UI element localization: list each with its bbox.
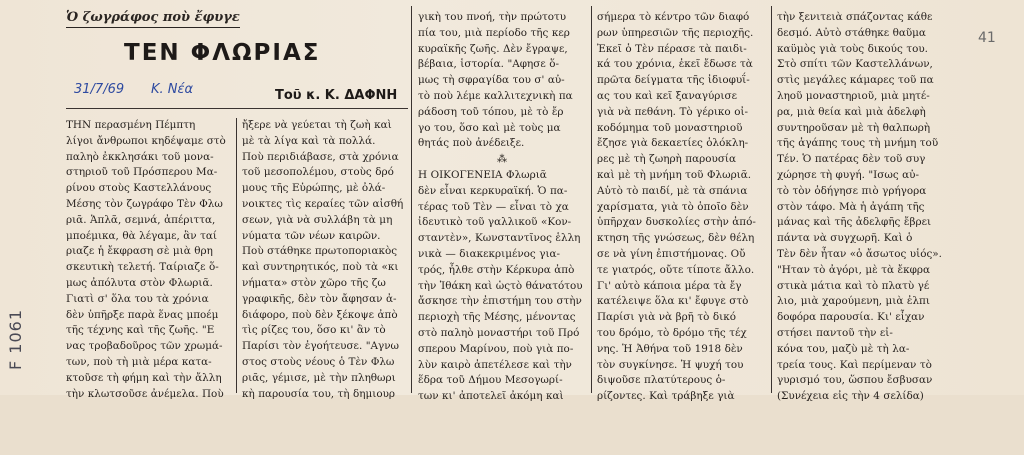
text-line: χώρησε τὴ φυγή. "Ισως αὐ-	[777, 168, 920, 181]
text-line: ριαζε ἡ ἔκφραση σὲ μιὰ θρη	[66, 245, 213, 258]
text-line: Γι' αὐτὸ κάποια μέρα τὰ ἔγ	[597, 279, 742, 292]
text-line: τε γιατρός, οὔτε τίποτε ἄλλο.	[597, 263, 755, 276]
text-line: γο του, ὅσο καὶ μὲ τοὺς μα	[418, 121, 561, 134]
text-line: ράδοση τοῦ τόπου, μὲ τὸ ἔρ	[418, 105, 564, 118]
text-line: των, ποὺ τὴ μιὰ μέρα κατα-	[66, 355, 212, 368]
article-column-3-part-1	[418, 10, 586, 152]
text-line: πία του, μιὰ περίοδο τῆς κερ	[418, 26, 570, 39]
article-column-1	[66, 118, 232, 402]
article-column-3	[418, 10, 586, 405]
text-line: δὲν εἶναι κερκυραϊκή. Ὁ πα-	[418, 184, 568, 197]
text-line: νύματα τῶν νέων καιρῶν.	[242, 229, 381, 242]
text-line: "Ηταν τὸ ἀγόρι, μὲ τὰ ἔκφρα	[777, 263, 930, 276]
text-line: κτοῦσε τὴ φήμη καὶ τὴν ἄλλη	[66, 371, 222, 384]
text-line: κά του χρόνια, ἐκεῖ ἔδωσε τὰ	[597, 58, 753, 71]
text-line: τρός, ἦλθε στὴν Κέρκυρα ἀπὸ	[418, 263, 575, 276]
text-line: μως ἀπόλυτα στὸν Φλωριᾶ.	[66, 276, 213, 289]
text-line: στήσει παντοῦ τὴν εἰ-	[777, 326, 893, 339]
text-line: χαρίσματα, γιὰ τὸ ὁποῖο δὲν	[597, 200, 749, 213]
text-line: θητάς ποὺ ἀνέδειξε.	[418, 137, 525, 150]
text-line: ρων ὑπηρεσιῶν τῆς περιοχῆς.	[597, 26, 754, 39]
text-line: ριᾶς, γέμισε, μὲ τὴν πληθωρι	[242, 371, 396, 384]
text-line: πρῶτα δείγματα τῆς ἰδιοφυΐ-	[597, 74, 750, 87]
text-line: Ἐκεῖ ὁ Τὲν πέρασε τὰ παιδι-	[597, 42, 747, 55]
text-line: Ποὺ περιδιάβασε, στὰ χρόνια	[242, 150, 399, 163]
article-column-3-part-2	[418, 168, 586, 405]
text-line: κυραϊκῆς ζωῆς. Δὲν ἔγραψε,	[418, 42, 568, 55]
text-line: περιοχὴ τῆς Μέσης, μένοντας	[418, 311, 576, 324]
text-line: καὶ συντηρητικός, ποὺ τὰ «κι	[242, 261, 399, 274]
text-line: γραφικῆς, δὲν τὸν ἄφησαν ἀ-	[242, 292, 397, 305]
text-line: νης. Ἡ Ἀθήνα τοῦ 1918 δὲν	[597, 342, 743, 355]
text-line: ἄσκησε τὴν ἐπιστήμη του στὴν	[418, 295, 582, 308]
text-line: σταντὲν», Κωνσταντῖνος ἑλλη	[418, 232, 581, 245]
text-line: τὶς ρίζες του, ὅσο κι' ἂν τὸ	[242, 324, 386, 337]
text-line: τὸν συγκίνησε. Ἡ ψυχή του	[597, 358, 744, 371]
text-line: καϋμὸς γιὰ τοὺς δικούς του.	[777, 42, 928, 55]
text-line: στὶς μεγάλες κάμαρες τοῦ πα	[777, 74, 934, 87]
article-column-2	[242, 118, 408, 402]
text-line: βέβαια, ἱστορία. "Αφησε ὅ-	[418, 58, 560, 71]
article-column-4	[597, 10, 767, 405]
text-line: σεων, γιὰ νὰ συλλάβη τὰ μη	[242, 213, 393, 226]
text-line: Αὐτὸ τὸ παιδί, μὲ τὰ σπάνια	[597, 184, 748, 197]
text-line: νοικτες τὶς κεραίες τῶν αἰσθή	[242, 197, 404, 210]
text-line: Τέν. Ὁ πατέρας δὲν τοῦ συγ	[777, 153, 926, 166]
text-line: τῆς ἀγάπης τους τὴ μνήμη τοῦ	[777, 137, 939, 150]
text-line: διψοῦσε πλατύτερους ὁ-	[597, 374, 726, 387]
text-line: γιὰ νὰ πεθάνη. Τὸ γέρικο οἰ-	[597, 105, 749, 118]
text-line: ἔζησε γιὰ δεκαετίες ὁλόκλη-	[597, 137, 749, 150]
text-line: Στὸ σπίτι τῶν Καστελλάνων,	[777, 58, 933, 71]
text-line: κτηση τῆς γνώσεως, δὲν θέλη	[597, 232, 755, 245]
text-line: Ποὺ στάθηκε πρωτοποριακὸς	[242, 245, 398, 258]
text-line: γικὴ του πνοή, τὴν πρώτοτυ	[418, 11, 567, 23]
text-line: ρα, μιὰ θεία καὶ μιὰ ἀδελφὴ	[777, 105, 926, 118]
text-line: ρίζοντες. Καὶ τράβηξε γιὰ	[597, 390, 735, 403]
article-kicker: Ὁ ζωγράφος ποὺ ἔφυγε	[66, 10, 240, 28]
handwritten-page-number: 41	[978, 30, 996, 46]
handwritten-date: 31/7/69	[74, 82, 125, 97]
text-line: ἤξερε νὰ γεύεται τὴ ζωὴ καὶ	[242, 119, 392, 131]
article-headline: ΤΕΝ ΦΛΩΡΙΑΣ	[124, 40, 321, 66]
text-line: τὴν ξενιτειὰ σπάζοντας κάθε	[777, 11, 933, 23]
text-line: σκευτικὴ τελετή. Ταίριαζε ὅ-	[66, 261, 219, 274]
column-rule	[236, 118, 237, 393]
text-line: τῆς τέχνης καὶ τῆς ζωῆς. "Ε	[66, 324, 215, 337]
text-line: τὸ τὸν ὁδήγησε πιὸ γρήγορα	[777, 184, 927, 197]
column-rule	[411, 6, 412, 393]
text-line: μως τὴ σφραγίδα του σ' αὐ-	[418, 74, 565, 87]
text-line: τὴν Ἰθάκη καὶ ὡςτὸ θάνατότου	[418, 279, 583, 292]
text-line: κόνα του, μαζὺ μὲ τὴ λα-	[777, 342, 910, 355]
article-byline: Τοῦ κ. Κ. ΔΑΦΝΗ	[275, 88, 398, 103]
text-line: ληοῦ μοναστηριοῦ, μιὰ μητέ-	[777, 89, 930, 102]
text-line: δοφόρα παρουσία. Κι' εἶχαν	[777, 311, 925, 324]
text-line: ριᾶ. Ἁπλᾶ, σεμνά, ἀπέριττα,	[66, 213, 216, 226]
text-line: τέρας τοῦ Τὲν — εἶναι τὸ χα	[418, 200, 569, 213]
text-line: διάφορο, ποὺ δὲν ξέκοψε ἀπὸ	[242, 308, 398, 321]
text-line: νας τροβαδοῦρος τῶν χρωμά-	[66, 340, 223, 353]
header-divider	[66, 108, 408, 109]
text-line: Τὲν δὲν ἦταν «ὁ ἄσωτος υἱός».	[777, 247, 942, 260]
handwritten-newspaper: Κ. Νέα	[151, 82, 194, 97]
text-line: μους τῆς Εὐρώπης, μὲ ὀλά-	[242, 182, 386, 195]
text-line: νήματα» στὸν χῶρο τῆς ζω	[242, 276, 386, 289]
text-line: ὑπῆρχαν δυσκολίες στὴν ἀπό-	[597, 216, 756, 229]
text-line: συντηροῦσαν μὲ τὴ θαλπωρὴ	[777, 121, 931, 134]
handwritten-margin-note: F 1061	[6, 308, 25, 370]
text-line: μποέμικα, θὰ λέγαμε, ἂν ταί	[66, 229, 217, 242]
text-line: (Συνέχεια εἰς τὴν 4 σελίδα)	[777, 390, 924, 403]
text-line: ας του καὶ κεῖ ξαναγύρισε	[597, 89, 737, 102]
text-line: καὶ μὲ τὴ μνήμη τοῦ Φλωριᾶ.	[597, 168, 752, 181]
text-line: γυρισμό του, ὥσπου ἔσβυσαν	[777, 374, 933, 387]
text-line: λιο, μιὰ χαρούμενη, μιὰ ἐλπι	[777, 295, 930, 308]
text-line: νικὰ — διακεκριμένος για-	[418, 247, 561, 260]
article-column-5	[777, 10, 949, 405]
text-line: ρίνου στοὺς Καστελλάνους	[66, 182, 212, 195]
text-line: στηριοῦ τοῦ Πρόσπερου Μα-	[66, 166, 218, 179]
text-line: κοδόμημα τοῦ μοναστηριοῦ	[597, 121, 743, 134]
text-line: κατέλειψε ὅλα κι' ἔφυγε στὸ	[597, 295, 749, 308]
text-line: ἰδευτικὸ τοῦ γαλλικοῦ «Κον-	[418, 216, 572, 229]
text-line: τρεία τους. Καὶ περίμεναν τὸ	[777, 358, 932, 371]
text-line: Παρίσι τὸν ἐγοήτευσε. "Αγνω	[242, 340, 400, 353]
text-line: Μέσης τὸν ζωγράφο Τὲν Φλω	[66, 197, 223, 210]
text-line: μὲ τὰ λίγα καὶ τὰ πολλά.	[242, 134, 376, 147]
text-line: παληὸ ἐκκλησάκι τοῦ μονα-	[66, 150, 214, 163]
text-line: ἕδρα τοῦ Δήμου Μεσογωρί-	[418, 374, 563, 387]
text-line: τὸ ποὺ λέμε καλλιτεχνικὴ πα	[418, 89, 573, 102]
text-line: ρες μὲ τὴ ζωηρὴ παρουσία	[597, 153, 736, 166]
text-line: Η ΟΙΚΟΓΕΝΕΙΑ Φλωριᾶ	[418, 168, 547, 181]
text-line: του δρόμο, τὸ δρόμο τῆς τέχ	[597, 326, 747, 339]
text-line: λίγοι ἄνθρωποι κηδέψαμε στὸ	[66, 134, 226, 147]
text-line: στὸν τάφο. Μὰ ἡ ἀγάπη τῆς	[777, 200, 925, 213]
text-line: μάνας καὶ τῆς ἀδελφῆς ἔβρει	[777, 216, 932, 229]
text-line: τὴν κλωτσοῦσε ἀνέμελα. Ποὺ	[66, 387, 224, 400]
text-line: δεσμό. Αὐτὸ στάθηκε θαῦμα	[777, 26, 926, 39]
text-line: στος στοὺς νέους ὁ Τὲν Φλω	[242, 355, 395, 368]
text-line: πάντα νὰ συγχωρῆ. Καὶ ὁ	[777, 232, 913, 245]
text-line: κὴ παρουσία του, τὴ δημιουρ	[242, 387, 396, 400]
text-line: στικὰ μάτια καὶ τὸ πλατὺ γέ	[777, 279, 930, 292]
column-rule	[591, 6, 592, 393]
text-line: Παρίσι γιὰ νὰ βρῆ τὸ δικό	[597, 311, 737, 324]
column-rule	[771, 6, 772, 393]
text-line: ΤΗΝ περασμένη Πέμπτη	[66, 119, 196, 131]
text-line: σήμερα τὸ κέντρο τῶν διαφό	[597, 11, 750, 23]
text-line: στὸ παληὸ μοναστήρι τοῦ Πρό	[418, 326, 580, 339]
text-line: σπερου Μαρίνου, ποὺ γιὰ πο-	[418, 342, 574, 355]
text-line: δὲν ὑπῆρξε παρὰ ἕνας μποέμ	[66, 308, 219, 321]
section-mark: ⁂	[497, 154, 507, 166]
text-line: λὺν καιρὸ ἀπετέλεσε καὶ τὴν	[418, 358, 572, 371]
text-line: Γιατὶ σ' ὅλα του τὰ χρόνια	[66, 292, 209, 305]
text-line: των κι' ἀποτελεῖ ἀκόμη καὶ	[418, 390, 564, 403]
text-line: σε νὰ γίνη ἐπιστήμονας. Οὔ	[597, 247, 746, 260]
text-line: τοῦ μεσοπολέμου, στοὺς δρό	[242, 166, 394, 179]
